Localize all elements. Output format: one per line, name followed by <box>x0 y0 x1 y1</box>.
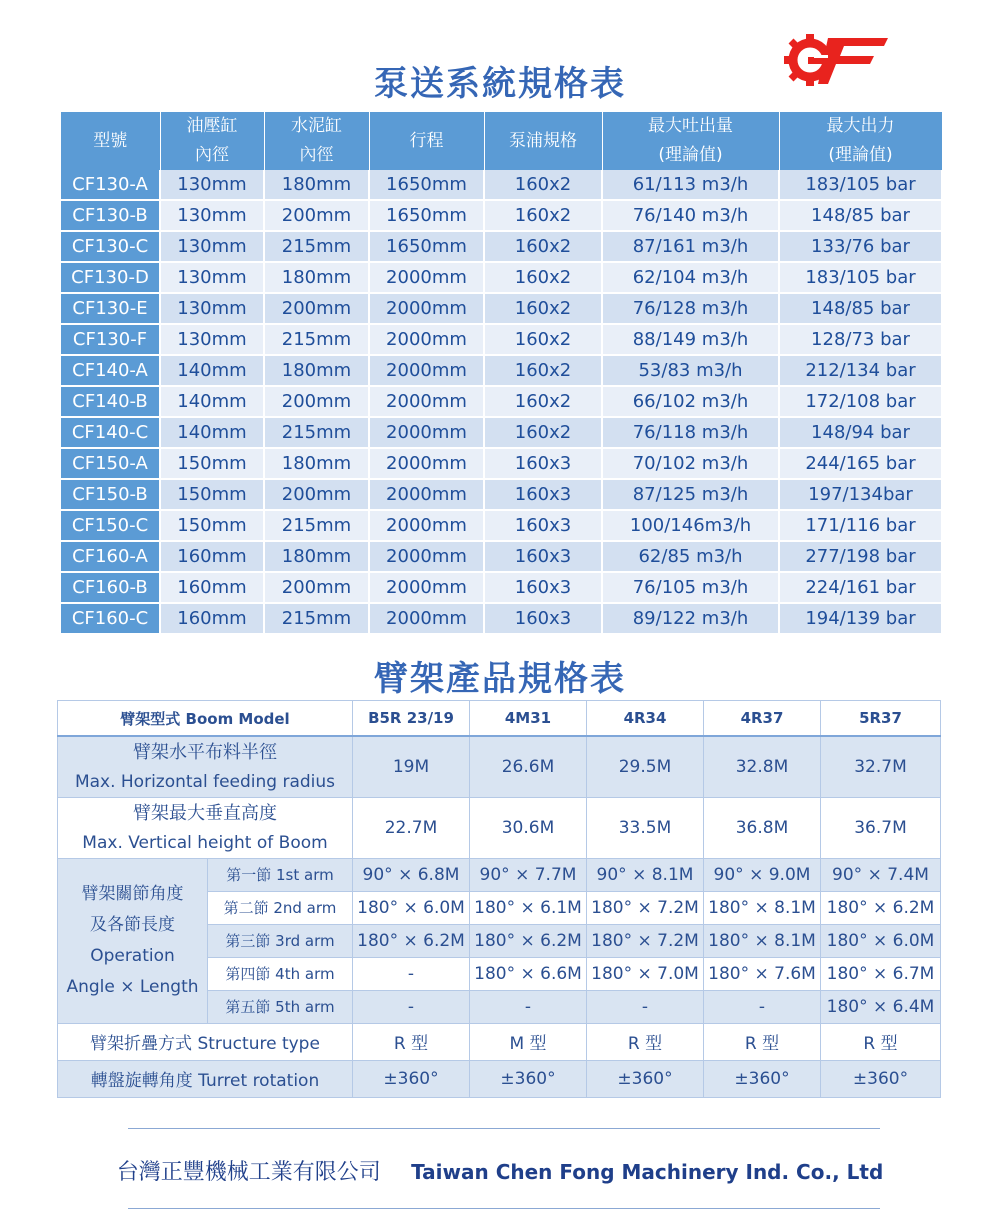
value-cell: 2000mm <box>369 510 484 541</box>
value-cell: 160x2 <box>484 200 602 231</box>
value-cell: 130mm <box>160 324 264 355</box>
value-cell: 2000mm <box>369 324 484 355</box>
value-cell: 19M <box>353 736 470 797</box>
value-cell: 36.8M <box>704 797 821 858</box>
table-row <box>61 200 942 231</box>
value-cell: 90° × 6.8M <box>353 858 470 891</box>
value-cell: 90° × 7.7M <box>470 858 587 891</box>
value-cell: 180° × 6.4M <box>821 990 941 1023</box>
model-cell: CF140-A <box>61 355 160 386</box>
value-cell: 180° × 8.1M <box>704 924 821 957</box>
header-max-force: 最大出力 (理論值) <box>779 112 942 170</box>
structure-type-label: 臂架折疊方式 Structure type <box>58 1023 353 1060</box>
model-cell: CF150-C <box>61 510 160 541</box>
company-name-en: Taiwan Chen Fong Machinery Ind. Co., Ltd <box>411 1160 884 1184</box>
value-cell: 160mm <box>160 603 264 634</box>
value-cell: 197/134bar <box>779 479 942 510</box>
header-max-output: 最大吐出量 (理論值) <box>602 112 779 170</box>
value-cell: 140mm <box>160 417 264 448</box>
value-cell: 2000mm <box>369 572 484 603</box>
value-cell: 183/105 bar <box>779 170 942 200</box>
value-cell: 70/102 m3/h <box>602 448 779 479</box>
value-cell: 160x3 <box>484 541 602 572</box>
value-cell: 171/116 bar <box>779 510 942 541</box>
value-cell: 180mm <box>264 262 369 293</box>
value-cell: 87/125 m3/h <box>602 479 779 510</box>
value-cell: 22.7M <box>353 797 470 858</box>
value-cell: ±360° <box>821 1060 941 1097</box>
value-cell: ±360° <box>470 1060 587 1097</box>
header-stroke: 行程 <box>369 112 484 170</box>
value-cell: 224/161 bar <box>779 572 942 603</box>
vertical-height-label: 臂架最大垂直高度 Max. Vertical height of Boom <box>58 797 353 858</box>
pump-header-row <box>61 112 942 170</box>
value-cell: 133/76 bar <box>779 231 942 262</box>
arm-label: 第三節 3rd arm <box>208 924 353 957</box>
value-cell: 76/105 m3/h <box>602 572 779 603</box>
boom-model-label: 臂架型式 Boom Model <box>58 701 353 737</box>
value-cell: 150mm <box>160 479 264 510</box>
value-cell: 2000mm <box>369 479 484 510</box>
value-cell: 128/73 bar <box>779 324 942 355</box>
value-cell: 180° × 6.7M <box>821 957 941 990</box>
value-cell: 180mm <box>264 170 369 200</box>
value-cell: - <box>587 990 704 1023</box>
value-cell: 160x3 <box>484 572 602 603</box>
value-cell: 160x2 <box>484 355 602 386</box>
value-cell: 215mm <box>264 231 369 262</box>
value-cell: 215mm <box>264 603 369 634</box>
value-cell: 2000mm <box>369 262 484 293</box>
value-cell: 90° × 8.1M <box>587 858 704 891</box>
value-cell: 160x2 <box>484 293 602 324</box>
value-cell: 2000mm <box>369 448 484 479</box>
value-cell: 150mm <box>160 448 264 479</box>
value-cell: 160x2 <box>484 417 602 448</box>
boom-header-row <box>58 701 941 737</box>
horizontal-radius-label: 臂架水平布料半徑 Max. Horizontal feeding radius <box>58 736 353 797</box>
value-cell: 90° × 9.0M <box>704 858 821 891</box>
value-cell: 2000mm <box>369 386 484 417</box>
value-cell: 2000mm <box>369 417 484 448</box>
value-cell: 180° × 7.2M <box>587 924 704 957</box>
value-cell: ±360° <box>353 1060 470 1097</box>
value-cell: 148/94 bar <box>779 417 942 448</box>
value-cell: M 型 <box>470 1023 587 1060</box>
value-cell: 180° × 8.1M <box>704 891 821 924</box>
value-cell: 160x3 <box>484 603 602 634</box>
model-cell: CF130-E <box>61 293 160 324</box>
table-row <box>61 448 942 479</box>
value-cell: R 型 <box>587 1023 704 1060</box>
value-cell: 1650mm <box>369 200 484 231</box>
model-cell: CF160-B <box>61 572 160 603</box>
company-name-cn: 台灣正豐機械工業有限公司 <box>116 1160 381 1185</box>
value-cell: R 型 <box>704 1023 821 1060</box>
divider-bottom <box>128 1208 880 1209</box>
value-cell: 89/122 m3/h <box>602 603 779 634</box>
model-cell: CF130-F <box>61 324 160 355</box>
value-cell: 2000mm <box>369 603 484 634</box>
value-cell: 194/139 bar <box>779 603 942 634</box>
divider-top <box>128 1128 880 1129</box>
turret-rotation-label: 轉盤旋轉角度 Turret rotation <box>58 1060 353 1097</box>
value-cell: 200mm <box>264 479 369 510</box>
table-row <box>61 479 942 510</box>
value-cell: ±360° <box>587 1060 704 1097</box>
value-cell: 200mm <box>264 572 369 603</box>
value-cell: 76/118 m3/h <box>602 417 779 448</box>
value-cell: 160x2 <box>484 170 602 200</box>
value-cell: 130mm <box>160 231 264 262</box>
value-cell: R 型 <box>821 1023 941 1060</box>
value-cell: 200mm <box>264 200 369 231</box>
value-cell: 30.6M <box>470 797 587 858</box>
value-cell: 180° × 6.2M <box>353 924 470 957</box>
model-cell: CF160-C <box>61 603 160 634</box>
value-cell: 32.8M <box>704 736 821 797</box>
value-cell: 180° × 6.0M <box>353 891 470 924</box>
boom-spec-table <box>57 700 941 1098</box>
header-cement-cylinder: 水泥缸 內徑 <box>264 112 369 170</box>
value-cell: - <box>704 990 821 1023</box>
value-cell: 130mm <box>160 262 264 293</box>
value-cell: 61/113 m3/h <box>602 170 779 200</box>
model-cell: CF140-C <box>61 417 160 448</box>
pump-table-title: 泵送系統規格表 <box>374 64 626 104</box>
value-cell: - <box>353 957 470 990</box>
model-header: 4M31 <box>470 701 587 737</box>
table-row <box>61 293 942 324</box>
arm-label: 第一節 1st arm <box>208 858 353 891</box>
turret-rotation-row <box>58 1060 941 1097</box>
value-cell: 180° × 7.0M <box>587 957 704 990</box>
table-row <box>61 417 942 448</box>
value-cell: 180mm <box>264 355 369 386</box>
value-cell: 2000mm <box>369 355 484 386</box>
table-row <box>61 386 942 417</box>
value-cell: R 型 <box>353 1023 470 1060</box>
value-cell: 87/161 m3/h <box>602 231 779 262</box>
value-cell: 183/105 bar <box>779 262 942 293</box>
table-row <box>61 262 942 293</box>
model-header: 4R37 <box>704 701 821 737</box>
value-cell: 180° × 6.6M <box>470 957 587 990</box>
value-cell: 180° × 6.2M <box>470 924 587 957</box>
value-cell: 215mm <box>264 417 369 448</box>
value-cell: 180° × 7.2M <box>587 891 704 924</box>
structure-type-row <box>58 1023 941 1060</box>
footer <box>0 1155 1000 1186</box>
value-cell: 180° × 7.6M <box>704 957 821 990</box>
value-cell: - <box>353 990 470 1023</box>
arm-label: 第四節 4th arm <box>208 957 353 990</box>
model-header: 5R37 <box>821 701 941 737</box>
model-header: 4R34 <box>587 701 704 737</box>
value-cell: 180° × 6.0M <box>821 924 941 957</box>
value-cell: 277/198 bar <box>779 541 942 572</box>
operation-angle-label: 臂架關節角度 及各節長度 Operation Angle × Length <box>58 858 208 1023</box>
value-cell: 148/85 bar <box>779 200 942 231</box>
value-cell: 76/140 m3/h <box>602 200 779 231</box>
model-cell: CF150-B <box>61 479 160 510</box>
arm-row <box>58 858 941 891</box>
table-row <box>61 541 942 572</box>
value-cell: 180° × 6.1M <box>470 891 587 924</box>
arm-label: 第二節 2nd arm <box>208 891 353 924</box>
value-cell: 160x2 <box>484 324 602 355</box>
value-cell: 140mm <box>160 386 264 417</box>
value-cell: 160x2 <box>484 231 602 262</box>
value-cell: 66/102 m3/h <box>602 386 779 417</box>
horizontal-radius-row <box>58 736 941 797</box>
value-cell: 53/83 m3/h <box>602 355 779 386</box>
value-cell: 160x3 <box>484 479 602 510</box>
table-row <box>61 355 942 386</box>
value-cell: 180° × 6.2M <box>821 891 941 924</box>
value-cell: 36.7M <box>821 797 941 858</box>
model-cell: CF130-B <box>61 200 160 231</box>
table-row <box>61 603 942 634</box>
value-cell: 130mm <box>160 200 264 231</box>
value-cell: 33.5M <box>587 797 704 858</box>
value-cell: 160x2 <box>484 262 602 293</box>
model-header: B5R 23/19 <box>353 701 470 737</box>
model-cell: CF150-A <box>61 448 160 479</box>
value-cell: 1650mm <box>369 231 484 262</box>
value-cell: ±360° <box>704 1060 821 1097</box>
value-cell: 180mm <box>264 541 369 572</box>
value-cell: 100/146m3/h <box>602 510 779 541</box>
value-cell: 215mm <box>264 324 369 355</box>
value-cell: - <box>470 990 587 1023</box>
table-row <box>61 510 942 541</box>
vertical-height-row <box>58 797 941 858</box>
value-cell: 172/108 bar <box>779 386 942 417</box>
table-row <box>61 170 942 200</box>
value-cell: 130mm <box>160 170 264 200</box>
value-cell: 160mm <box>160 572 264 603</box>
value-cell: 215mm <box>264 510 369 541</box>
value-cell: 76/128 m3/h <box>602 293 779 324</box>
header-model: 型號 <box>61 112 160 170</box>
value-cell: 200mm <box>264 386 369 417</box>
value-cell: 88/149 m3/h <box>602 324 779 355</box>
model-cell: CF130-A <box>61 170 160 200</box>
table-row <box>61 324 942 355</box>
value-cell: 180mm <box>264 448 369 479</box>
value-cell: 244/165 bar <box>779 448 942 479</box>
header-oil-cylinder: 油壓缸 內徑 <box>160 112 264 170</box>
model-cell: CF130-C <box>61 231 160 262</box>
value-cell: 90° × 7.4M <box>821 858 941 891</box>
value-cell: 26.6M <box>470 736 587 797</box>
model-cell: CF160-A <box>61 541 160 572</box>
value-cell: 148/85 bar <box>779 293 942 324</box>
value-cell: 212/134 bar <box>779 355 942 386</box>
pump-spec-table <box>61 112 943 635</box>
model-cell: CF130-D <box>61 262 160 293</box>
value-cell: 160mm <box>160 541 264 572</box>
value-cell: 32.7M <box>821 736 941 797</box>
header-pump-spec: 泵浦規格 <box>484 112 602 170</box>
value-cell: 1650mm <box>369 170 484 200</box>
value-cell: 2000mm <box>369 541 484 572</box>
value-cell: 130mm <box>160 293 264 324</box>
boom-table-title: 臂架產品規格表 <box>374 659 626 699</box>
arm-label: 第五節 5th arm <box>208 990 353 1023</box>
value-cell: 140mm <box>160 355 264 386</box>
value-cell: 62/85 m3/h <box>602 541 779 572</box>
value-cell: 160x2 <box>484 386 602 417</box>
value-cell: 29.5M <box>587 736 704 797</box>
table-row <box>61 231 942 262</box>
model-cell: CF140-B <box>61 386 160 417</box>
value-cell: 200mm <box>264 293 369 324</box>
value-cell: 160x3 <box>484 448 602 479</box>
value-cell: 160x3 <box>484 510 602 541</box>
value-cell: 2000mm <box>369 293 484 324</box>
value-cell: 62/104 m3/h <box>602 262 779 293</box>
table-row <box>61 572 942 603</box>
value-cell: 150mm <box>160 510 264 541</box>
